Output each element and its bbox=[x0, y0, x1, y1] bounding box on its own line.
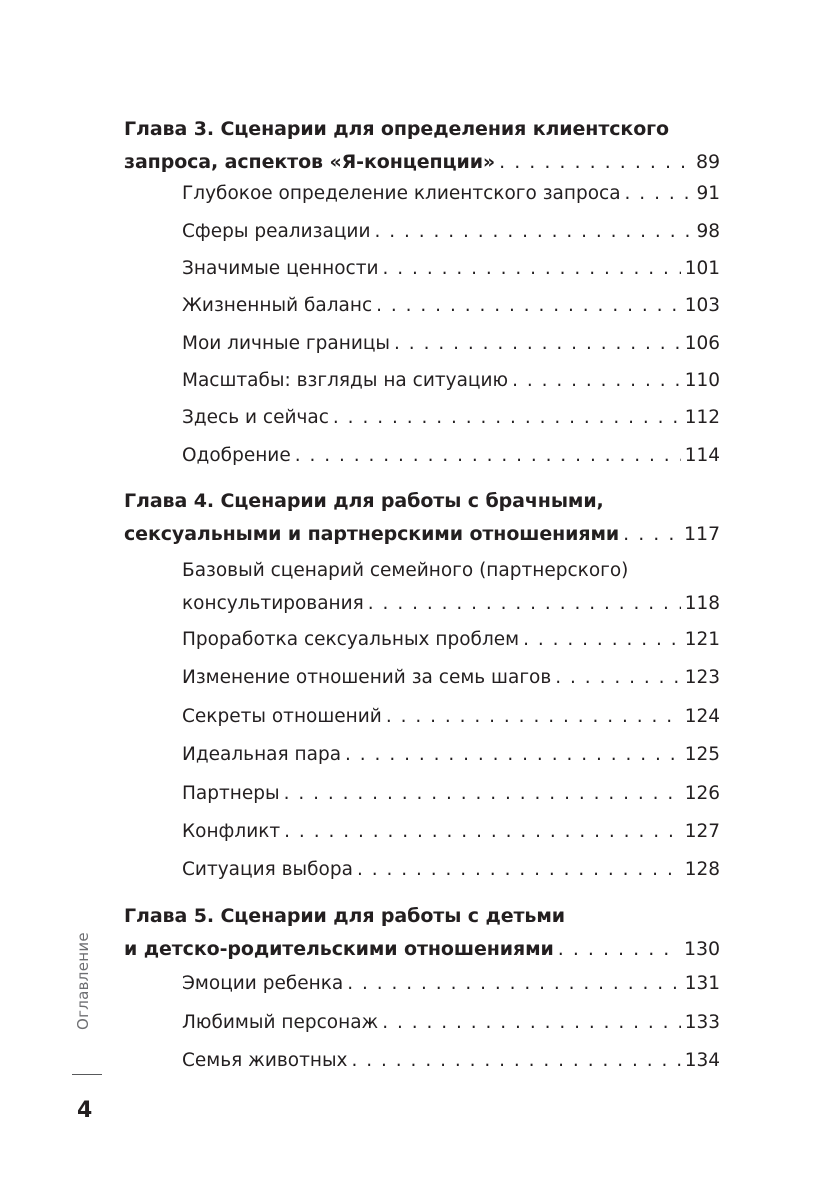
chapter-title-line2: и детско-родительскими отношениями bbox=[124, 938, 554, 960]
entry-title: Сферы реализации bbox=[182, 221, 371, 242]
page-ref: 89 bbox=[696, 151, 720, 173]
dot-leader bbox=[345, 738, 681, 771]
section-label: Оглавление bbox=[74, 932, 92, 1030]
page-ref: 121 bbox=[684, 629, 720, 650]
toc-entry[interactable] bbox=[182, 1044, 720, 1077]
dot-leader bbox=[284, 815, 681, 848]
chapter-title-line1: Глава 3. Сценарии для определения клиентского bbox=[124, 118, 669, 140]
page-ref: 128 bbox=[684, 859, 720, 880]
toc-entry[interactable] bbox=[182, 327, 720, 360]
entry-title: Любимый персонаж bbox=[182, 1012, 379, 1033]
page-ref: 130 bbox=[684, 938, 720, 960]
chapter-5-heading[interactable] bbox=[124, 900, 720, 966]
toc-entry[interactable] bbox=[182, 967, 720, 1000]
entry-title: консультирования bbox=[182, 593, 364, 614]
page-ref: 118 bbox=[684, 593, 720, 614]
chapter-3-heading[interactable] bbox=[124, 113, 720, 179]
dot-leader bbox=[295, 439, 681, 472]
toc-entry[interactable] bbox=[182, 364, 720, 397]
dot-leader bbox=[376, 289, 681, 322]
dot-leader bbox=[284, 777, 681, 810]
page-ref: 124 bbox=[684, 706, 720, 727]
chapter-title-line1: Глава 4. Сценарии для работы с брачными, bbox=[124, 490, 604, 512]
dot-leader bbox=[383, 252, 681, 285]
toc-entry[interactable] bbox=[182, 661, 720, 694]
page-ref: 91 bbox=[696, 183, 720, 204]
page-ref: 127 bbox=[684, 821, 720, 842]
entry-title: Семья животных bbox=[182, 1050, 348, 1071]
dot-leader bbox=[352, 1044, 681, 1077]
page-ref: 117 bbox=[684, 523, 720, 545]
page-ref: 106 bbox=[684, 333, 720, 354]
page-number: 4 bbox=[77, 1098, 93, 1123]
divider bbox=[72, 1074, 102, 1075]
dot-leader bbox=[347, 967, 680, 1000]
entry-title: Одобрение bbox=[182, 445, 291, 466]
dot-leader bbox=[625, 177, 693, 210]
toc-entry[interactable] bbox=[182, 1006, 720, 1039]
entry-title: Масштабы: взгляды на ситуацию bbox=[182, 370, 509, 391]
entry-title-line1: Базовый сценарий семейного (партнерского) bbox=[182, 560, 629, 581]
page-ref: 126 bbox=[684, 783, 720, 804]
toc-entry[interactable] bbox=[182, 738, 720, 771]
page-ref: 110 bbox=[684, 370, 720, 391]
dot-leader bbox=[368, 587, 681, 620]
dot-leader bbox=[394, 327, 681, 360]
page-ref: 131 bbox=[684, 973, 720, 994]
page-ref: 123 bbox=[684, 667, 720, 688]
entry-title: Изменение отношений за семь шагов bbox=[182, 667, 552, 688]
entry-title: Глубокое определение клиентского запроса bbox=[182, 183, 621, 204]
dot-leader bbox=[499, 146, 692, 179]
dot-leader bbox=[386, 700, 681, 733]
toc-entry[interactable] bbox=[182, 289, 720, 322]
dot-leader bbox=[357, 853, 681, 886]
toc-entry[interactable] bbox=[182, 252, 720, 285]
chapter-4-heading[interactable] bbox=[124, 485, 720, 551]
page-ref: 125 bbox=[684, 744, 720, 765]
chapter-title-line2: сексуальными и партнерскими отношениями bbox=[124, 523, 620, 545]
toc-entry[interactable] bbox=[182, 177, 720, 210]
entry-title: Жизненный баланс bbox=[182, 295, 373, 316]
dot-leader bbox=[512, 364, 681, 397]
toc-entry[interactable] bbox=[182, 215, 720, 248]
entry-title: Секреты отношений bbox=[182, 706, 382, 727]
toc-entry[interactable] bbox=[182, 700, 720, 733]
toc-entry[interactable] bbox=[182, 623, 720, 656]
dot-leader bbox=[555, 661, 680, 694]
chapter-title-line1: Глава 5. Сценарии для работы с детьми bbox=[124, 905, 565, 927]
toc-entry[interactable] bbox=[182, 777, 720, 810]
page-ref: 112 bbox=[684, 407, 720, 428]
dot-leader bbox=[374, 215, 692, 248]
page-ref: 103 bbox=[684, 295, 720, 316]
entry-title: Проработка сексуальных проблем bbox=[182, 629, 520, 650]
toc-entry[interactable] bbox=[182, 401, 720, 434]
toc-entry[interactable] bbox=[182, 853, 720, 886]
dot-leader bbox=[333, 401, 681, 434]
toc-entry[interactable] bbox=[182, 554, 720, 620]
page-ref: 134 bbox=[684, 1050, 720, 1071]
entry-title: Мои личные границы bbox=[182, 333, 391, 354]
page-ref: 114 bbox=[684, 445, 720, 466]
entry-title: Здесь и сейчас bbox=[182, 407, 329, 428]
entry-title: Идеальная пара bbox=[182, 744, 342, 765]
page-ref: 98 bbox=[696, 221, 720, 242]
entry-title: Значимые ценности bbox=[182, 258, 379, 279]
dot-leader bbox=[523, 623, 681, 656]
toc-entry[interactable] bbox=[182, 439, 720, 472]
entry-title: Партнеры bbox=[182, 783, 280, 804]
chapter-title-line2: запроса, аспектов «Я-концепции» bbox=[124, 151, 496, 173]
toc-entry[interactable] bbox=[182, 815, 720, 848]
dot-leader bbox=[623, 518, 680, 551]
dot-leader bbox=[558, 933, 680, 966]
entry-title: Эмоции ребенка bbox=[182, 973, 344, 994]
dot-leader bbox=[382, 1006, 680, 1039]
page-ref: 133 bbox=[684, 1012, 720, 1033]
entry-title: Конфликт bbox=[182, 821, 281, 842]
entry-title: Ситуация выбора bbox=[182, 859, 353, 880]
page-ref: 101 bbox=[684, 258, 720, 279]
